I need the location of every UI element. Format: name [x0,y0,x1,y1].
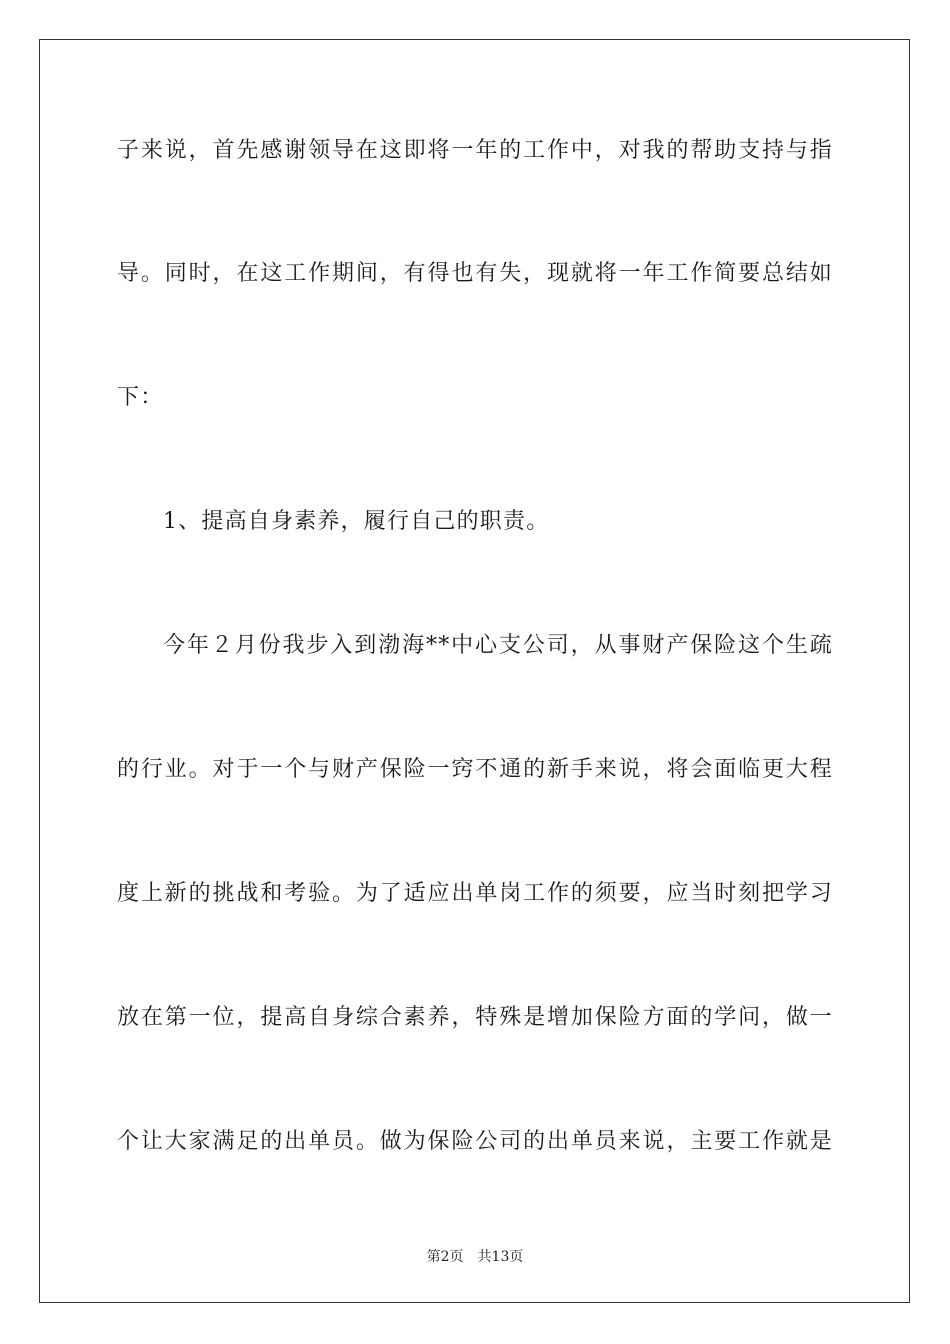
body-line-8: 放在第一位，提高自身综合素养，特殊是增加保险方面的学问，做一 [117,1005,833,1030]
body-line-2: 导。同时，在这工作期间，有得也有失，现就将一年工作简要总结如 [117,261,833,286]
body-line-9: 个让大家满足的出单员。做为保险公司的出单员来说，主要工作就是 [117,1129,833,1154]
section-heading: 1、提高自身素养，履行自己的职责。 [163,509,550,534]
page-total: 共13页 [477,1249,524,1265]
body-line-7: 度上新的挑战和考验。为了适应出单岗工作的须要，应当时刻把学习 [117,881,833,906]
page-number: 第2页 [426,1249,464,1265]
body-line-1: 子来说，首先感谢领导在这即将一年的工作中，对我的帮助支持与指 [117,138,833,163]
body-line-3: 下： [117,385,164,410]
body-line-6: 的行业。对于一个与财产保险一窍不通的新手来说，将会面临更大程 [117,757,833,782]
body-line-5: 今年２月份我步入到渤海**中心支公司，从事财产保险这个生疏 [163,633,833,658]
page-frame [39,39,910,1303]
page-footer [0,1247,950,1267]
